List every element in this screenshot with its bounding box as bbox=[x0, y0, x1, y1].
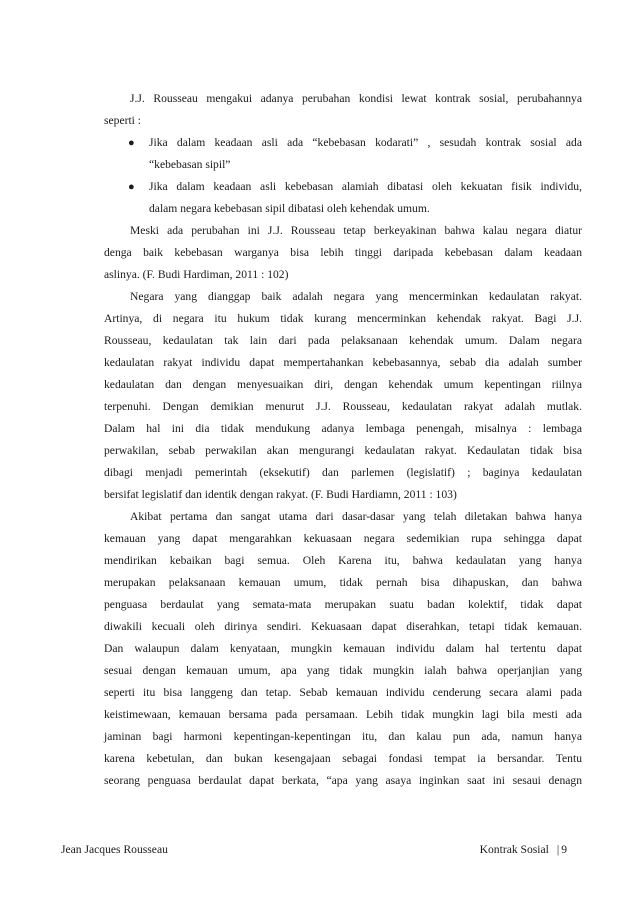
bullet-icon: ● bbox=[128, 181, 135, 193]
text-line bbox=[104, 132, 582, 154]
text-line: seperti : bbox=[104, 114, 142, 127]
text-line: seorang penguasa berdaulat dapat berkata, “apa yang asaya inginkan saat ini sesaui denagn bbox=[104, 774, 582, 787]
paragraph bbox=[104, 286, 582, 506]
paragraph bbox=[104, 220, 582, 286]
paragraph-intro bbox=[104, 88, 582, 132]
text-line: Dan walaupun dalam kenyataan, mungkin kemauan individu dalam hal tertentu dapat bbox=[104, 642, 582, 655]
text-line: perwakilan, sebab perwakilan akan mengurangi kedaulatan rakyat. Kedaulatan tidak bisa bbox=[104, 444, 582, 457]
bullet-list bbox=[104, 132, 582, 220]
bullet-item bbox=[104, 132, 582, 176]
text-line: mendirikan kebaikan bagi semua. Oleh Karena itu, bahwa kedaulatan yang hanya bbox=[104, 554, 582, 567]
text-line: dalam negara kebebasan sipil dibatasi oleh kehendak umum. bbox=[149, 202, 430, 215]
text-line: kedaulatan rakyat individu dapat mempertahankan kebebasannya, sebab dia adalah sumber bbox=[104, 356, 582, 369]
body-text bbox=[104, 88, 582, 792]
bullet-text: Jika dalam keadaan asli kebebasan alamiah dibatasi oleh kekuatan fisik individu, bbox=[149, 180, 582, 193]
bullet-item bbox=[104, 176, 582, 220]
footer-title: Kontrak Sosial bbox=[479, 843, 549, 856]
text-line: denga baik kebebasan warganya bisa lebih tinggi daripada kebebasan dalam keadaan bbox=[104, 246, 582, 259]
text-line: diwakili kecuali oleh dirinya sendiri. Kekuasaan dapat diserahkan, tetapi tidak kemauan. bbox=[104, 620, 582, 633]
text-line: dibagi menjadi pemerintah (eksekutif) dan parlemen (legislatif) ; baginya kedaulatan bbox=[104, 466, 582, 479]
text-line: Artinya, di negara itu hukum tidak kurang mencerminkan kehendak rakyat. Bagi J.J. bbox=[104, 312, 582, 325]
paragraph bbox=[104, 506, 582, 792]
text-line: J.J. Rousseau mengakui adanya perubahan kondisi lewat kontrak sosial, perubahannya bbox=[130, 92, 582, 105]
text-line: sesuai dengan kemauan umum, apa yang tidak mungkin ialah bahwa operjanjian yang bbox=[104, 664, 582, 677]
text-line bbox=[104, 176, 582, 198]
text-line: Negara yang dianggap baik adalah negara yang mencerminkan kedaulatan rakyat. bbox=[130, 290, 582, 303]
text-line: keistimewaan, kemauan bersama pada persamaan. Lebih tidak mungkin lagi bila mesti ada bbox=[104, 708, 582, 721]
text-line: terpenuhi. Dengan demikian menurut J.J. Rousseau, kedaulatan rakyat adalah mutlak. bbox=[104, 400, 582, 413]
text-line: Dalam hal ini dia tidak mendukung adanya lembaga penengah, misalnya : lembaga bbox=[104, 422, 582, 435]
text-line: karena kebetulan, dan bukan kesengajaan sebagai fondasi tempat ia bersandar. Tentu bbox=[104, 752, 582, 765]
text-line: Rousseau, kedaulatan tak lain dari pada pelaksanaan kehendak umum. Dalam negara bbox=[104, 334, 582, 347]
text-line: jaminan bagi harmoni kepentingan-kepentingan itu, dan kalau pun ada, namun hanya bbox=[104, 730, 582, 743]
bullet-icon: ● bbox=[128, 137, 135, 149]
text-line: Akibat pertama dan sangat utama dari dasar-dasar yang telah diletakan bahwa hanya bbox=[130, 510, 582, 523]
text-line: kemauan yang dapat mengarahkan kekuasaan negara sedemikian rupa sehingga dapat bbox=[104, 532, 582, 545]
footer-right bbox=[480, 842, 567, 858]
text-line: aslinya. (F. Budi Hardiman, 2011 : 102) bbox=[104, 268, 289, 281]
bullet-text: Jika dalam keadaan asli ada “kebebasan kodarati” , sesudah kontrak sosial ada bbox=[149, 136, 582, 149]
text-line: kedaulatan dan dengan menyesuaikan diri, dengan kehendak umum kepentingan riilnya bbox=[104, 378, 582, 391]
text-line: seperti itu bisa langgeng dan tetap. Sebab kemauan individu cenderung secara alami pada bbox=[104, 686, 582, 699]
text-line: Meski ada perubahan ini J.J. Rousseau tetap berkeyakinan bahwa kalau negara diatur bbox=[130, 224, 582, 237]
text-line: merupakan pelaksanaan kemauan umum, tidak pernah bisa dihapuskan, dan bahwa bbox=[104, 576, 582, 589]
text-line: penguasa berdaulat yang semata-mata merupakan suatu badan kolektif, tidak dapat bbox=[104, 598, 582, 611]
page-number: 9 bbox=[561, 843, 567, 856]
footer-separator: | bbox=[556, 843, 560, 856]
text-line: “kebebasan sipil” bbox=[149, 158, 231, 171]
text-line: bersifat legislatif dan identik dengan rakyat. (F. Budi Hardiamn, 2011 : 103) bbox=[104, 488, 457, 501]
footer-author: Jean Jacques Rousseau bbox=[61, 843, 168, 856]
